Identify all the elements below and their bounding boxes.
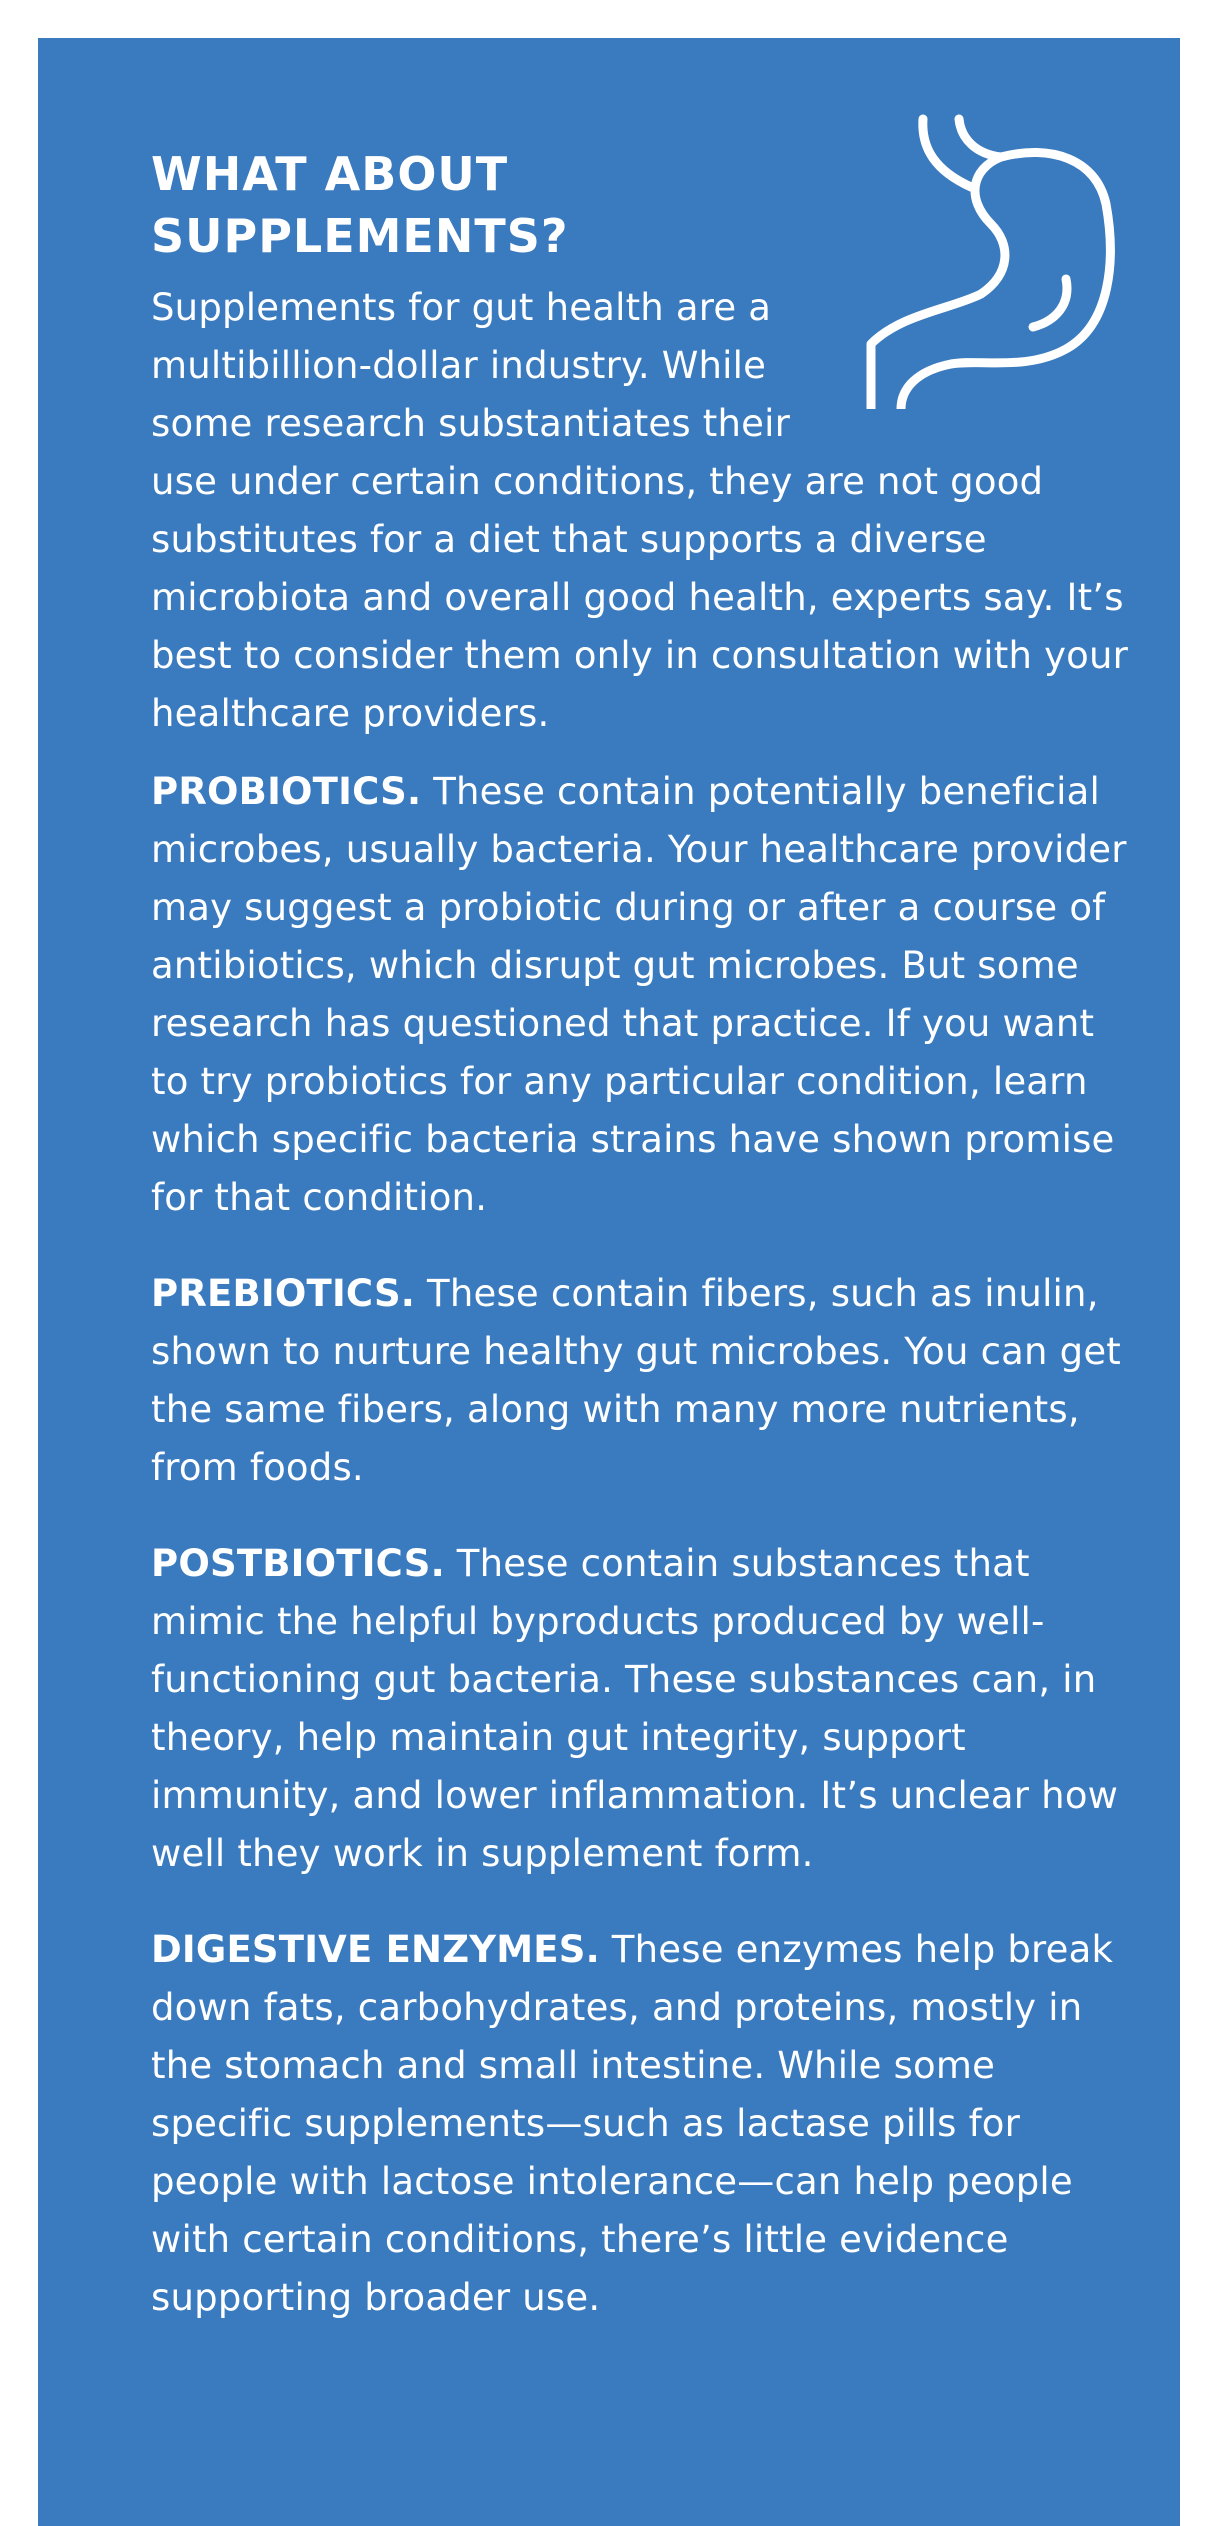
section-probiotics: [151, 763, 1141, 1227]
section-postbiotics: [151, 1535, 1141, 1883]
box-content: [151, 143, 1151, 2327]
section-text: These contain substances that mimic the helpful byproducts produced by well-functioning gut bacteria. These substances can, in theory, help maintain gut integrity, support immunity, and lower inflammation. It’s unclear how well they work in supplement form.: [151, 1542, 1119, 1875]
section-label: PROBIOTICS.: [151, 770, 422, 813]
section-label: PREBIOTICS.: [151, 1272, 416, 1315]
section-prebiotics: [151, 1265, 1141, 1497]
section-text: These contain fibers, such as inulin, shown to nurture healthy gut microbes. You can get the same fibers, along with many more nutrients, from foods.: [151, 1272, 1121, 1489]
section-text: These enzymes help break down fats, carbohydrates, and proteins, mostly in the stomach and small intestine. While some specific supplements—such as lactase pills for people with lactose intolerance—can help people with certain conditions, there’s little evidence supporting broader use.: [151, 1928, 1114, 2319]
section-digestive-enzymes: [151, 1921, 1141, 2327]
section-label: DIGESTIVE ENZYMES.: [151, 1928, 600, 1971]
box-title: WHAT ABOUT SUPPLEMENTS?: [151, 147, 569, 263]
section-text: These contain potentially beneficial microbes, usually bacteria. Your healthcare provider may suggest a probiotic during or after a course of antibiotics, which disrupt gut microbes. But some research has questioned that practice. If you want to try probiotics for any particular condition, learn which specific bacteria strains have shown promise for that condition.: [151, 770, 1127, 1219]
supplements-sidebar-box: [38, 38, 1180, 2526]
intro-paragraph: Supplements for gut health are a multibillion-dollar industry. While some research substantiates their use under certain conditions, they are not good substitutes for a diet that supports a diverse microbiota and overall good health, experts say. It’s best to consider them only in consultation with your healthcare providers.: [151, 286, 1129, 735]
section-label: POSTBIOTICS.: [151, 1542, 445, 1585]
stomach-icon: [861, 109, 1151, 409]
